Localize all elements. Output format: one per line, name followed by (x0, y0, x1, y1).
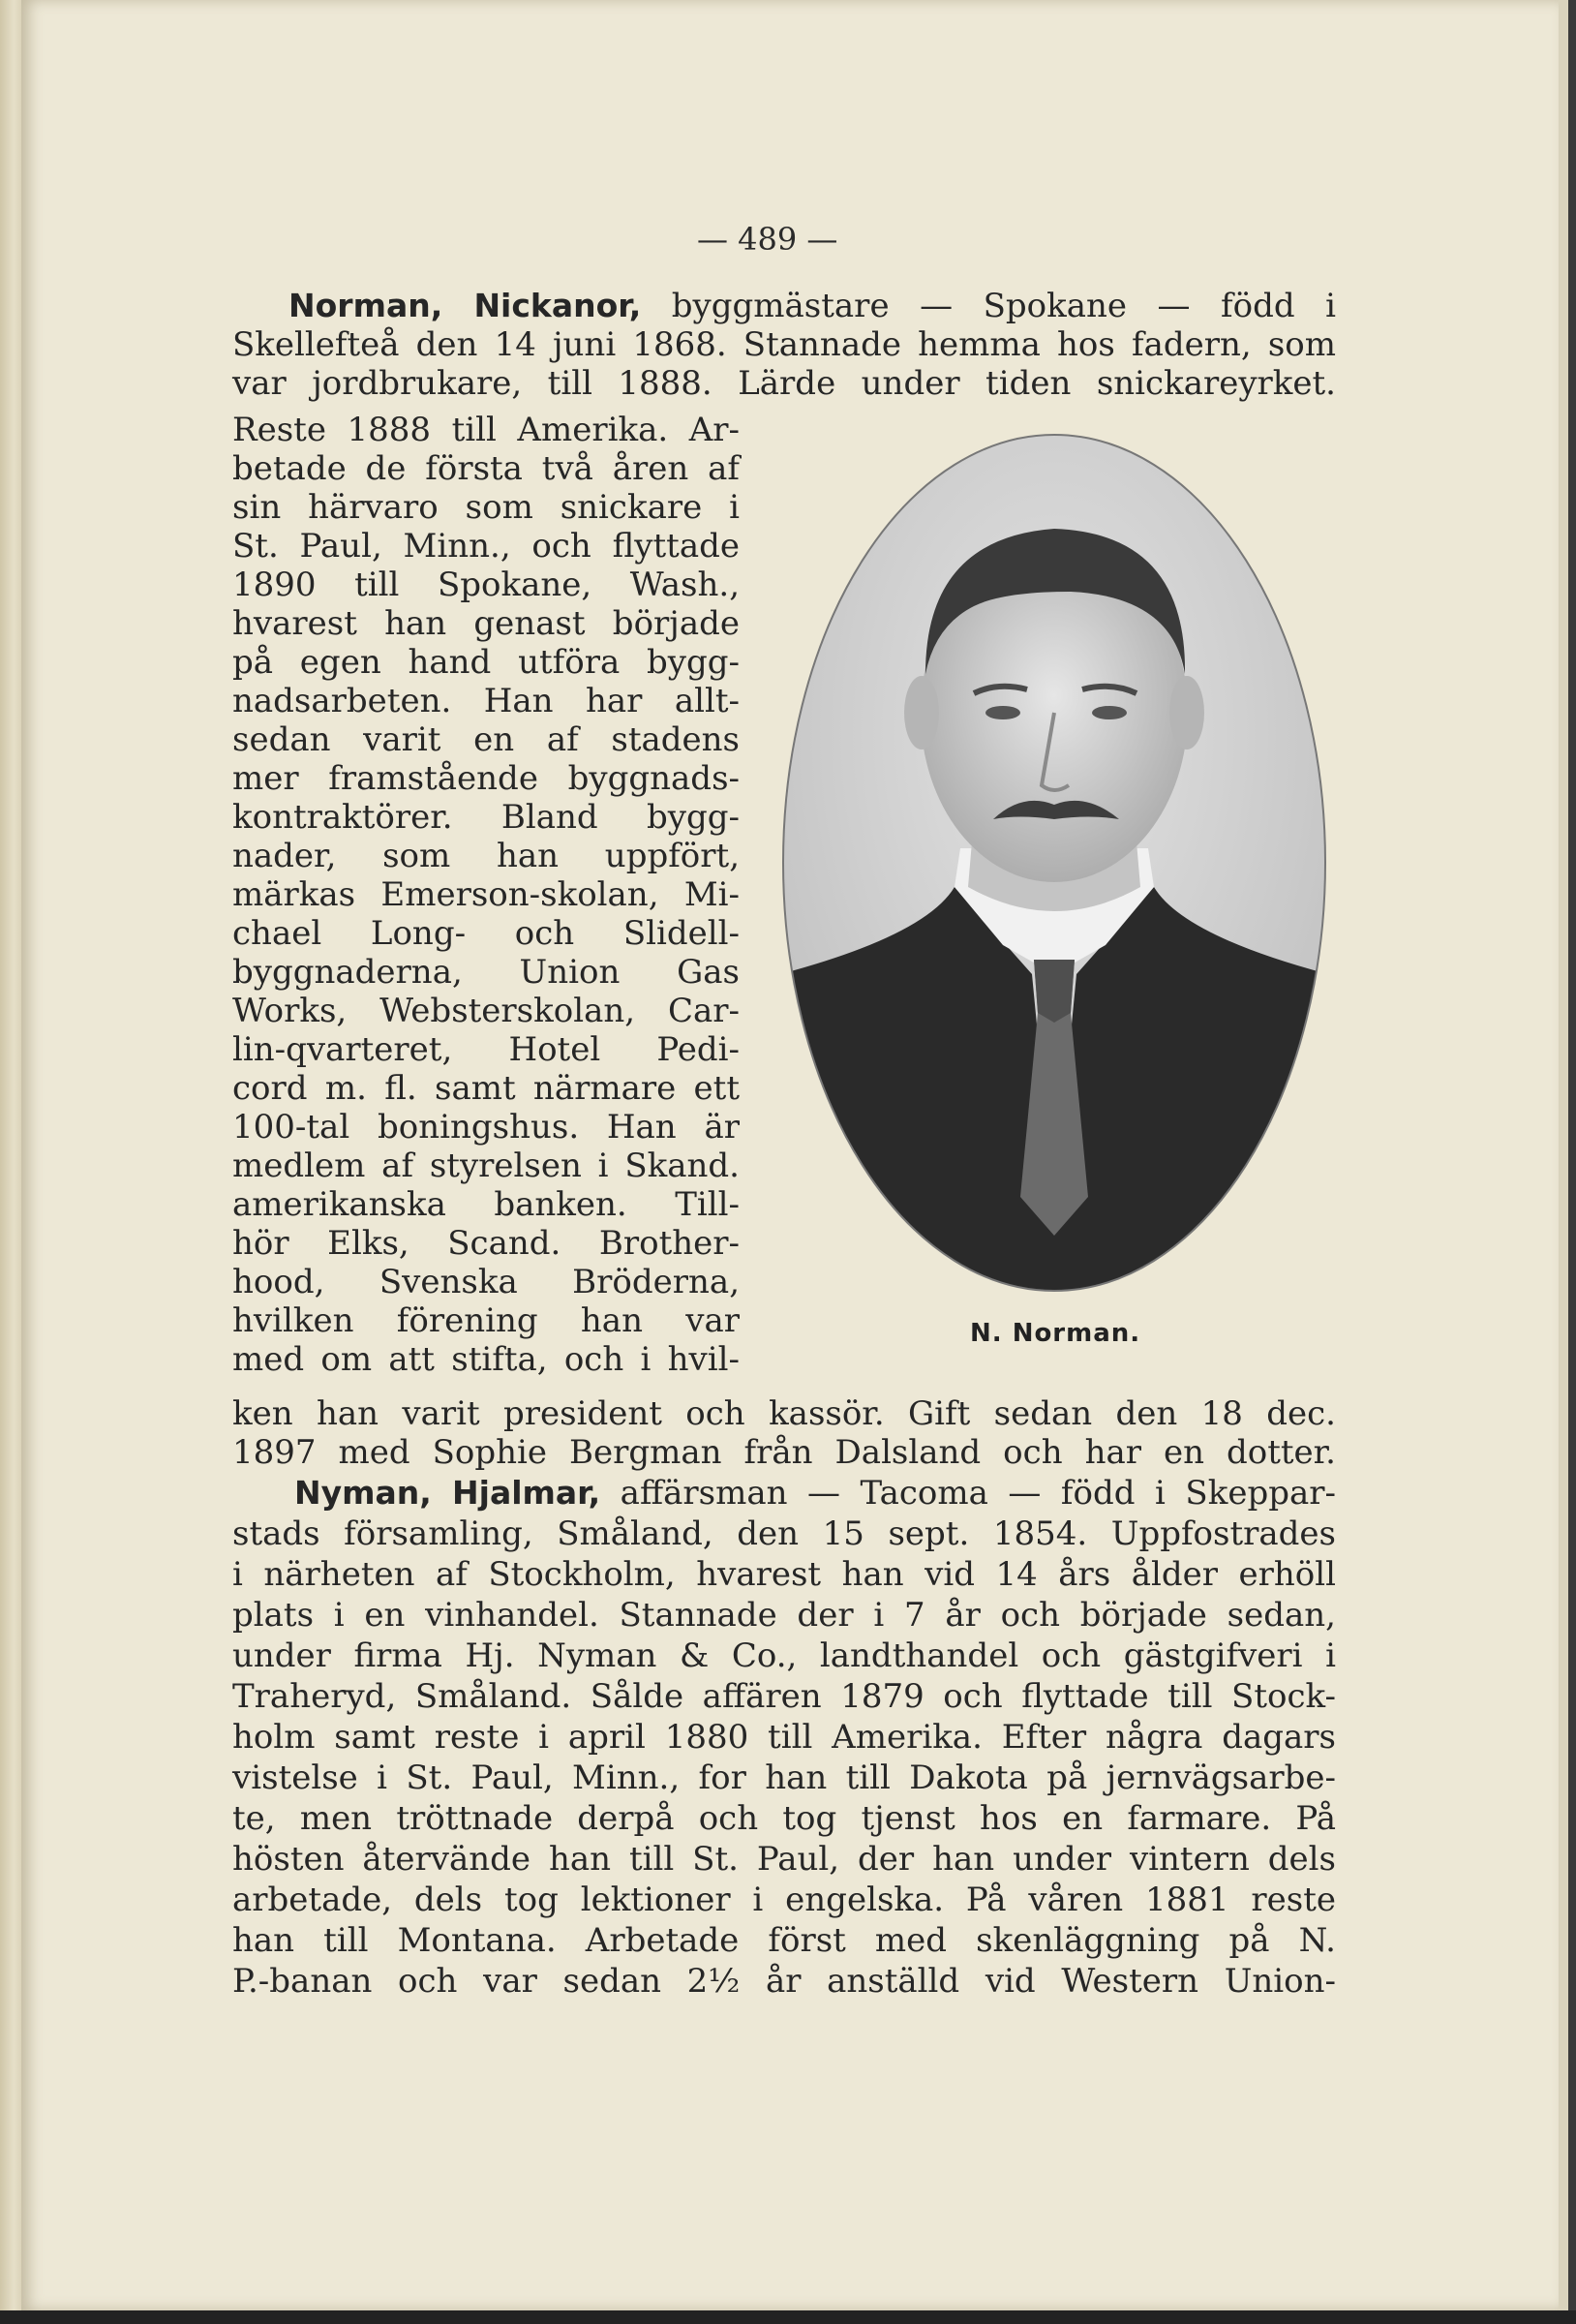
portrait-photo (780, 432, 1328, 1294)
entry-norman-line: kontraktörer. Bland bygg- (232, 798, 740, 837)
entry-nyman-line: Traheryd, Småland. Sålde affären 1879 och flyttade till Stock- (232, 1677, 1336, 1716)
entry-norman-line: chael Long- och Slidell- (232, 914, 740, 953)
page-bottom-edge (0, 2310, 1576, 2324)
entry-norman-line: 1890 till Spokane, Wash., (232, 566, 740, 604)
entry-nyman-line: hösten återvände han till St. Paul, der han under vintern dels (232, 1840, 1336, 1879)
entry-norman-line: hvarest han genast började (232, 604, 740, 643)
entry-norman-line: 100-tal boningshus. Han är (232, 1108, 740, 1147)
entry-norman-line: nadsarbeten. Han har allt- (232, 682, 740, 720)
entry-nyman-line: holm samt reste i april 1880 till Amerika. Efter några dagars (232, 1718, 1336, 1757)
book-spine-edge (0, 0, 23, 2324)
entry-norman-line: mer framstående byggnads- (232, 759, 740, 798)
entry-norman-line: hör Elks, Scand. Brother- (232, 1224, 740, 1263)
entry-norman-line: ken han varit president och kassör. Gift sedan den 18 dec. (232, 1394, 1336, 1433)
entry-norman-name: Norman, Nickanor, (288, 287, 642, 324)
entry-nyman-line: i närheten af Stockholm, hvarest han vid 14 års ålder erhöll (232, 1555, 1336, 1594)
entry-norman-line: medlem af styrelsen i Skand. (232, 1147, 740, 1185)
entry-norman-line: 1897 med Sophie Bergman från Dalsland och har en dotter. (232, 1433, 1336, 1472)
entry-norman-line: Norman, Nickanor, byggmästare — Spokane — född i (288, 287, 1336, 325)
entry-norman-line: byggnaderna, Union Gas (232, 953, 740, 992)
entry-norman-line: på egen hand utföra bygg- (232, 643, 740, 682)
page-right-edge (1568, 0, 1576, 2324)
entry-norman-line: var jordbrukare, till 1888. Lärde under tiden snickareyrket. (232, 364, 1336, 403)
page-number: — 489 — (697, 221, 838, 258)
entry-nyman-line: Nyman, Hjalmar, affärsman — Tacoma — född i Skeppar- (294, 1474, 1336, 1513)
portrait-photo-image (780, 432, 1328, 1294)
entry-norman-line: Reste 1888 till Amerika. Ar- (232, 411, 740, 449)
entry-norman-line: hood, Svenska Bröderna, (232, 1263, 740, 1301)
entry-norman-line: St. Paul, Minn., och flyttade (232, 527, 740, 566)
entry-norman-line: Works, Websterskolan, Car- (232, 992, 740, 1030)
entry-norman-line: cord m. fl. samt närmare ett (232, 1069, 740, 1108)
entry-nyman-line: stads församling, Småland, den 15 sept. 1854. Uppfostrades (232, 1514, 1336, 1553)
entry-norman-line: sin härvaro som snickare i (232, 488, 740, 527)
entry-nyman-line: plats i en vinhandel. Stannade der i 7 år och började sedan, (232, 1596, 1336, 1635)
entry-nyman-line: han till Montana. Arbetade först med skenläggning på N. (232, 1921, 1336, 1960)
entry-norman-line: betade de första två åren af (232, 449, 740, 488)
entry-norman-line: hvilken förening han var (232, 1301, 740, 1340)
entry-norman-line: märkas Emerson-skolan, Mi- (232, 875, 740, 914)
entry-nyman-line: vistelse i St. Paul, Minn., for han till Dakota på jernvägsarbe- (232, 1758, 1336, 1797)
entry-norman-line: sedan varit en af stadens (232, 720, 740, 759)
entry-norman-line: Skellefteå den 14 juni 1868. Stannade hemma hos fadern, som (232, 325, 1336, 364)
portrait-caption: N. Norman. (970, 1319, 1141, 1348)
entry-nyman-line: P.-banan och var sedan 2½ år anställd vid Western Union- (232, 1962, 1336, 2001)
entry-norman-line: amerikanska banken. Till- (232, 1185, 740, 1224)
entry-nyman-line: te, men tröttnade derpå och tog tjenst hos en farmare. På (232, 1799, 1336, 1838)
entry-nyman-line: under firma Hj. Nyman & Co., landthandel och gästgifveri i (232, 1636, 1336, 1675)
entry-norman-line: nader, som han uppfört, (232, 837, 740, 875)
entry-nyman-line: arbetade, dels tog lektioner i engelska. På våren 1881 reste (232, 1881, 1336, 1919)
entry-nyman-name: Nyman, Hjalmar, (294, 1474, 601, 1512)
entry-norman-line: med om att stifta, och i hvil- (232, 1340, 740, 1379)
entry-norman-line: lin-qvarteret, Hotel Pedi- (232, 1030, 740, 1069)
